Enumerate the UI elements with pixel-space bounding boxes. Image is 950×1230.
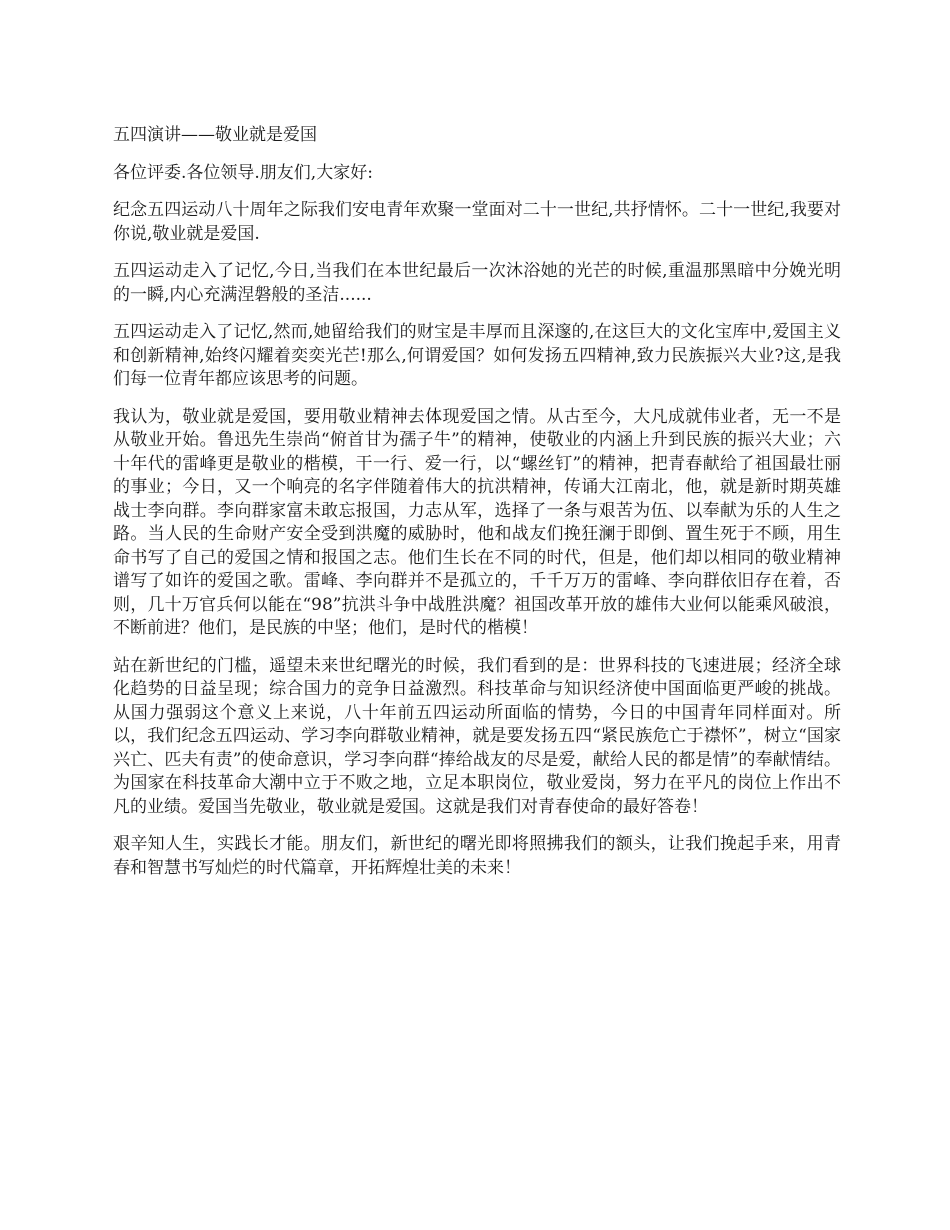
body-paragraph: 站在新世纪的门槛，遥望未来世纪曙光的时候，我们看到的是：世界科技的飞速进展；经济全球化趋势的日益呈现；综合国力的竞争日益激烈。科技革命与知识经济使中国面临更严峻的挑战。从国力强弱这个意义上来说，八十年前五四运动所面临的情势，今日的中国青年同样面对。所以，我们纪念五四运动、学习李向群敬业精神，就是要发扬五四“紧民族危亡于襟怀”，树立“国家兴亡、匹夫有责”的使命意识，学习李向群“捧给战友的尽是爱，献给人民的都是情”的奉献情结。为国家在科技革命大潮中立于不败之地，立足本职岗位，敬业爱岗，努力在平凡的岗位上作出不凡的业绩。爱国当先敬业，敬业就是爱国。这就是我们对青春使命的最好答卷！ <box>113 655 841 817</box>
closing-paragraph: 艰辛知人生，实践长才能。朋友们，新世纪的曙光即将照拂我们的额头，让我们挽起手来，用青春和智慧书写灿烂的时代篇章，开拓辉煌壮美的未来！ <box>113 834 841 878</box>
body-paragraph: 五四运动走入了记忆,今日,当我们在本世纪最后一次沐浴她的光芒的时候,重温那黑暗中分娩光明的一瞬,内心充满涅磐般的圣洁...... <box>113 261 841 305</box>
document-page <box>113 124 841 894</box>
body-paragraph: 纪念五四运动八十周年之际我们安电青年欢聚一堂面对二十一世纪,共抒情怀。二十一世纪,我要对你说,敬业就是爱国. <box>113 200 841 244</box>
greeting-paragraph: 各位评委.各位领导.朋友们,大家好: <box>113 162 373 183</box>
body-paragraph: 我认为，敬业就是爱国，要用敬业精神去体现爱国之情。从古至今，大凡成就伟业者，无一不是从敬业开始。鲁迅先生崇尚“俯首甘为孺子牛”的精神，使敬业的内涵上升到民族的振兴大业；六十年代的雷峰更是敬业的楷模，干一行、爱一行，以“螺丝钉”的精神，把青春献给了祖国最壮丽的事业；今日，又一个响亮的名字伴随着伟大的抗洪精神，传诵大江南北，他，就是新时期英雄战士李向群。李向群家富未敢忘报国，力志从军，选择了一条与艰苦为伍、以奉献为乐的人生之路。当人民的生命财产安全受到洪魔的威胁时，他和战友们挽狂澜于即倒、置生死于不顾，用生命书写了自己的爱国之情和报国之志。他们生长在不同的时代，但是，他们却以相同的敬业精神谱写了如许的爱国之歌。雷峰、李向群并不是孤立的，千千万万的雷峰、李向群依旧存在着，否则，几十万官兵何以能在“98”抗洪斗争中战胜洪魔？祖国改革开放的雄伟大业何以能乘风破浪，不断前进？他们，是民族的中坚；他们，是时代的楷模！ <box>113 406 841 638</box>
body-paragraph: 五四运动走入了记忆,然而,她留给我们的财宝是丰厚而且深邃的,在这巨大的文化宝库中,爱国主义和创新精神,始终闪耀着奕奕光芒!那么,何谓爱国？如何发扬五四精神,致力民族振兴大业?这,是我们每一位青年都应该思考的问题。 <box>113 322 841 389</box>
document-title: 五四演讲——敬业就是爱国 <box>113 125 317 145</box>
